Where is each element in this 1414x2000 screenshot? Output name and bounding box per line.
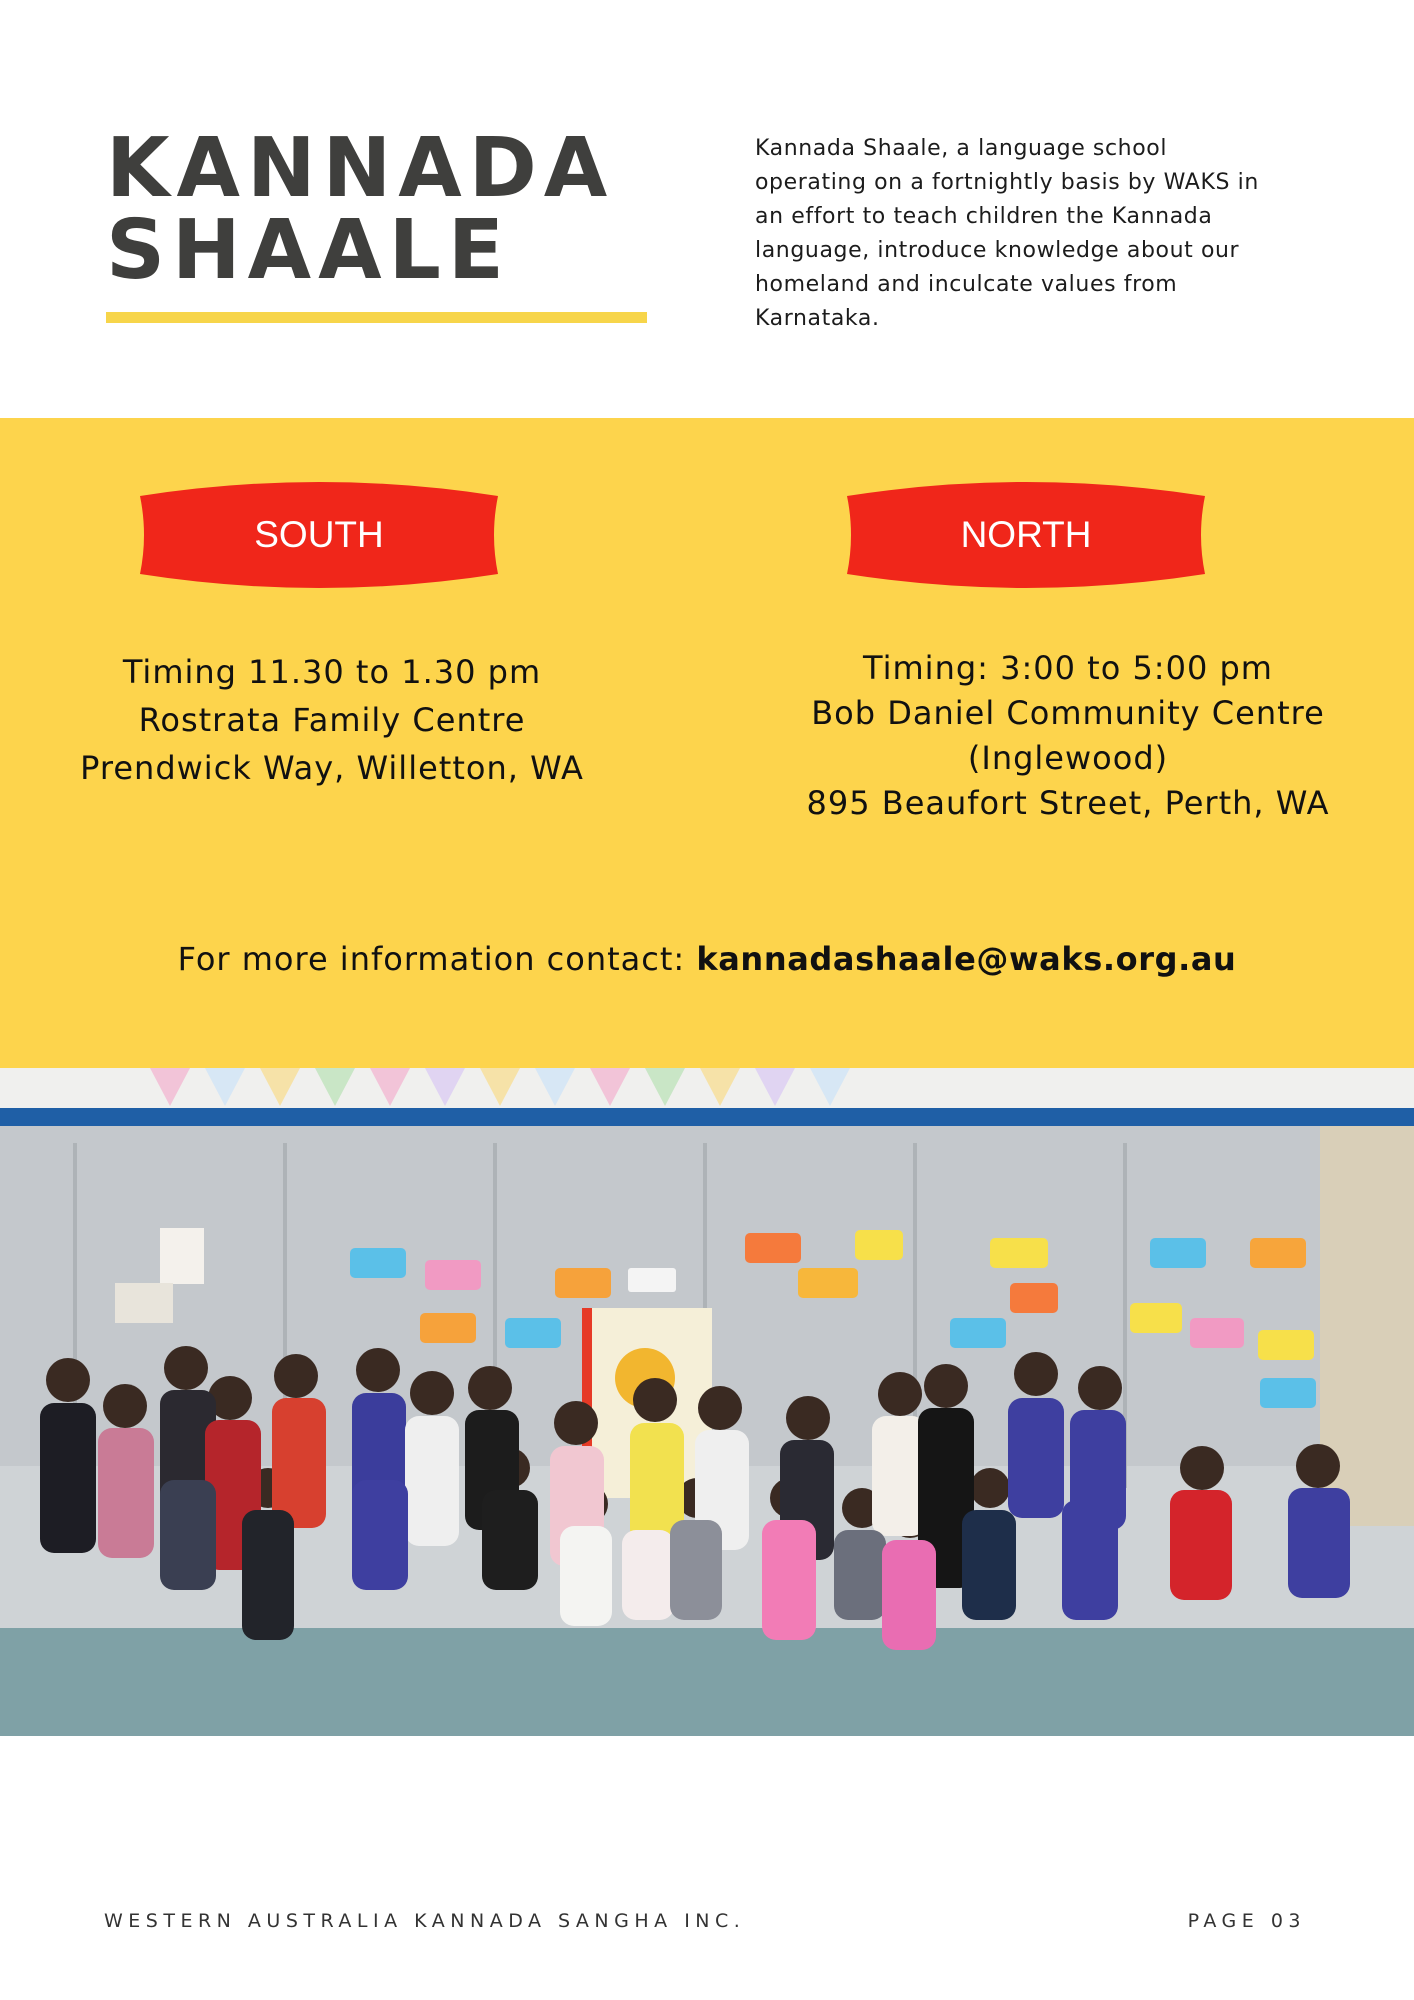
intro-line: Karnataka.: [755, 306, 880, 331]
intro-line: homeland and inculcate values from: [755, 272, 1178, 297]
south-venue: Rostrata Family Centre: [138, 701, 526, 739]
south-location: [32, 648, 632, 792]
intro-line: an effort to teach children the Kannada: [755, 204, 1213, 229]
north-timing: Timing: 3:00 to 5:00 pm: [863, 649, 1273, 687]
south-timing: Timing 11.30 to 1.30 pm: [122, 653, 542, 691]
north-label: NORTH: [960, 514, 1092, 555]
intro-line: operating on a fortnightly basis by WAKS in: [755, 170, 1259, 195]
south-badge: [140, 482, 498, 588]
north-location: [768, 646, 1368, 826]
footer-page-number: PAGE 03: [1187, 1910, 1306, 1932]
intro-paragraph: [755, 132, 1315, 336]
north-address: 895 Beaufort Street, Perth, WA: [806, 784, 1330, 822]
footer-organisation: WESTERN AUSTRALIA KANNADA SANGHA INC.: [104, 1910, 746, 1932]
contact-email-link[interactable]: kannadashaale@waks.org.au: [696, 940, 1237, 978]
north-venue: Bob Daniel Community Centre: [811, 694, 1325, 732]
photo-illustration: [0, 1068, 1414, 1736]
north-badge: [847, 482, 1205, 588]
intro-line: Kannada Shaale, a language school: [755, 136, 1168, 161]
contact-prefix: For more information contact:: [177, 940, 697, 978]
title-line-1: KANNADA: [106, 121, 615, 216]
north-suburb: (Inglewood): [967, 739, 1169, 777]
south-label: SOUTH: [254, 514, 384, 555]
intro-line: language, introduce knowledge about our: [755, 238, 1240, 263]
south-address: Prendwick Way, Willetton, WA: [80, 749, 584, 787]
title-underline: [106, 312, 647, 323]
class-group-photo: [0, 1068, 1414, 1736]
contact-line: [0, 940, 1414, 978]
page-title: [106, 121, 615, 298]
title-line-2: SHAALE: [106, 203, 511, 298]
